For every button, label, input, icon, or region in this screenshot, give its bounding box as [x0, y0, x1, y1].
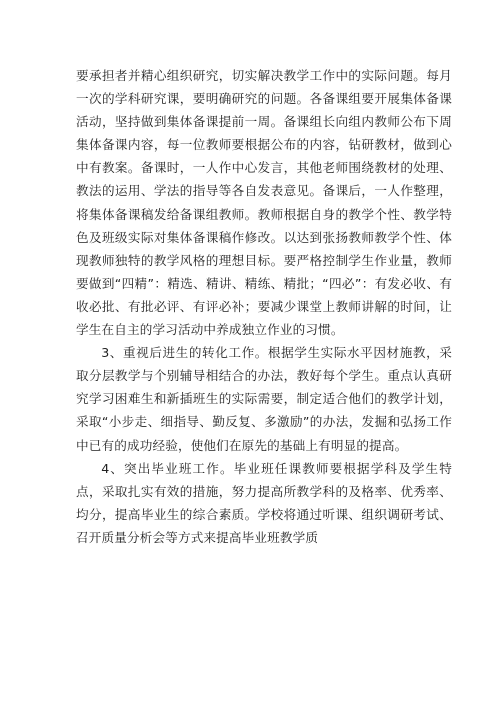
- paragraph-underachievers: 3、重视后进生的转化工作。根据学生实际水平因材施教，采取分层教学与个别辅导相结合的办法，教好每个学生。重点认真研究学习困难生和新插班生的实际需要，制定适合他们的教学计划，采取“小步走、细指导、勤反复、多激励”的办法，发掘和弘扬工作中已有的成功经验，使他们在原先的基础上有明显的提高。: [76, 345, 452, 453]
- paragraph-graduating-class: 4、突出毕业班工作。毕业班任课教师要根据学科及学生特点，采取扎实有效的措施，努力提高所教学科的及格率、优秀率、均分，提高毕业生的综合素质。学校将通过听课、组织调研考试、召开质量分析会等方式来提高毕业班教学质: [76, 460, 452, 545]
- document-body: [76, 64, 452, 549]
- paragraph-continued: 要承担者并精心组织研究，切实解决教学工作中的实际问题。每月一次的学科研究课，要明确研究的问题。各备课组要开展集体备课活动，坚持做到集体备课提前一周。备课组长向组内教师公布下周集体备课内容，每一位教师要根据公布的内容，钻研教材，做到心中有教案。备课时，一人作中心发言，其他老师围绕教材的处理、教法的运用、学法的指导等各自发表意见。备课后，一人作整理，将集体备课稿发给备课组教师。教师根据自身的教学个性、教学特色及班级实际对集体备课稿作修改。以达到张扬教师教学个性、体现教师独特的教学风格的理想目标。要严格控制学生作业量，教师要做到“四精”：精选、精讲、精练、精批；“四必”：有发必收、有收必批、有批必评、有评必补；要减少课堂上教师讲解的时间，让学生在自主的学习活动中养成独立作业的习惯。: [76, 68, 452, 338]
